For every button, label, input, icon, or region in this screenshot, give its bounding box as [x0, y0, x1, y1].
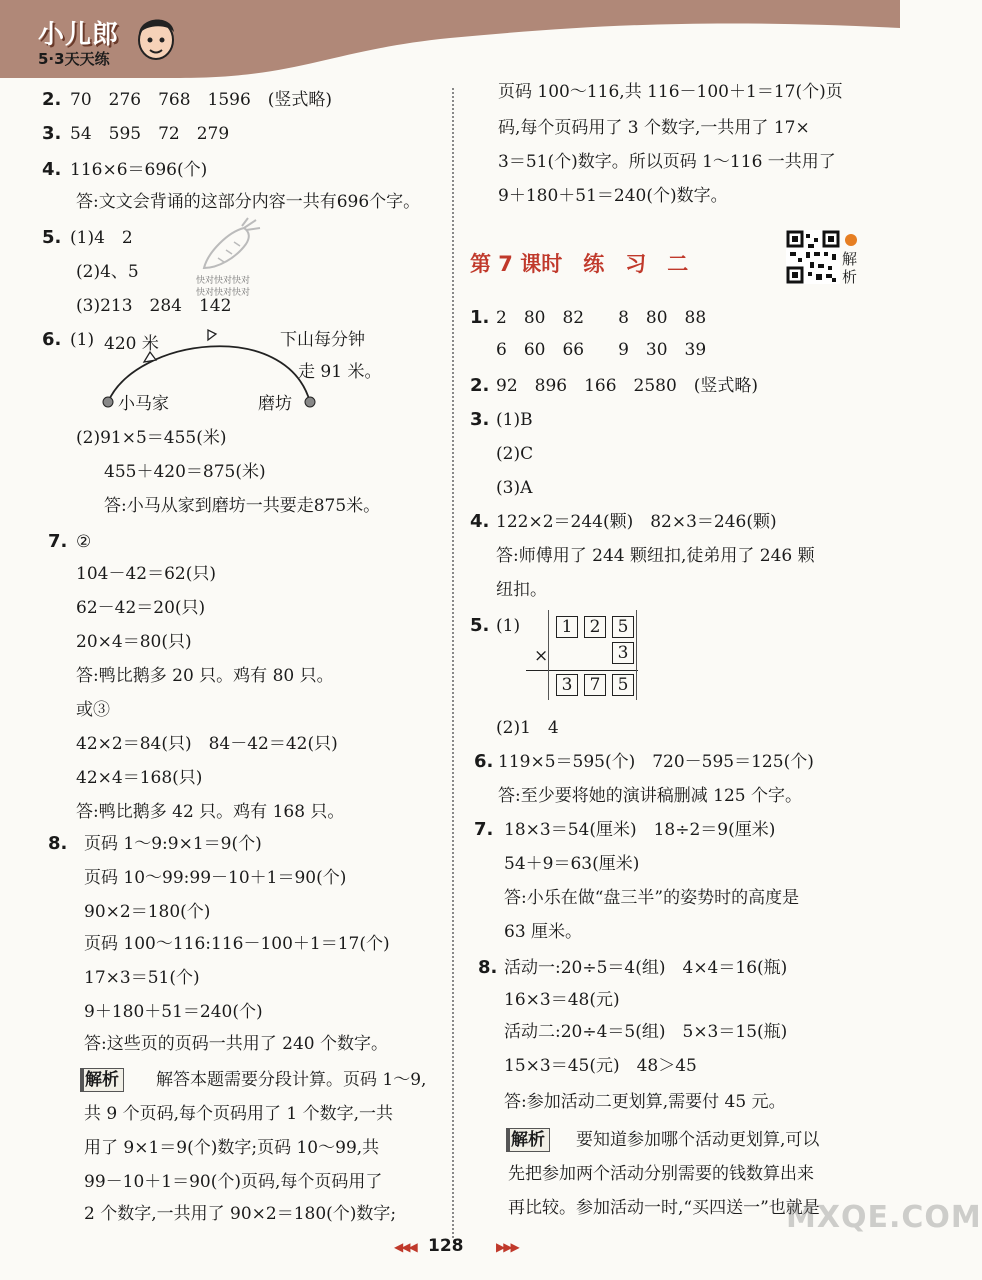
r-q8-line2: 16×3＝48(元) — [504, 990, 620, 1010]
logo-title: 小儿郎 — [38, 20, 120, 50]
digit-box: 3 — [612, 642, 634, 664]
r-q2-number: 2. — [470, 375, 490, 396]
r-q3-line3: (3)A — [496, 478, 533, 498]
r-q5-line1: (1) — [496, 616, 521, 636]
r-q7-number: 7. — [474, 819, 494, 840]
q5-line1: (1)4 2 — [70, 228, 133, 248]
r-q7-answer2: 63 厘米。 — [504, 922, 583, 942]
play-icon — [845, 234, 857, 246]
vertical-calc-line — [526, 670, 638, 671]
q2-text: 70 276 768 1596 (竖式略) — [70, 90, 333, 110]
q6-number: 6. — [42, 329, 62, 350]
cont-line1: 页码 100～116,共 116－100＋1＝17(个)页 — [498, 82, 843, 102]
digit-box: 3 — [556, 674, 578, 696]
q8-line4: 页码 100～116:116－100＋1＝17(个) — [84, 934, 390, 954]
r-q3-line2: (2)C — [496, 444, 534, 464]
analysis-left-line3: 用了 9×1＝9(个)数字;页码 10～99,共 — [84, 1138, 380, 1158]
cont-line2: 码,每个页码用了 3 个数字,一共用了 17× — [498, 118, 810, 138]
r-q4-answer2: 纽扣。 — [496, 580, 547, 600]
r-q1-line2: 6 60 66 9 30 39 — [496, 340, 707, 360]
next-arrows-icon: ▶▶▶ — [496, 1240, 518, 1254]
logo — [38, 14, 178, 74]
q7-line2: 104－42＝62(只) — [76, 564, 216, 584]
digit-box: 5 — [612, 674, 634, 696]
analysis-left-line1: 解答本题需要分段计算。页码 1～9, — [156, 1070, 427, 1090]
q4-number: 4. — [42, 159, 62, 180]
q8-line3: 90×2＝180(个) — [84, 902, 211, 922]
r-q1-number: 1. — [470, 307, 490, 328]
q5-number: 5. — [42, 227, 62, 248]
q7-line4: 20×4＝80(只) — [76, 632, 192, 652]
r-q6-line1: 119×5＝595(个) 720－595＝125(个) — [498, 752, 814, 772]
r-q8-line3: 活动二:20÷4＝5(组) 5×3＝15(瓶) — [504, 1022, 788, 1042]
r-q2-text: 92 896 166 2580 (竖式略) — [496, 376, 759, 396]
q7-line3: 62－42＝20(只) — [76, 598, 206, 618]
r-q8-answer: 答:参加活动二更划算,需要付 45 元。 — [504, 1092, 786, 1112]
q8-line2: 页码 10～99:99－10＋1＝90(个) — [84, 868, 347, 888]
lesson-title: 第 7 课时 练 习 二 — [470, 252, 689, 276]
r-q8-line1: 活动一:20÷5＝4(组) 4×4＝16(瓶) — [504, 958, 788, 978]
q5-line3: (3)213 284 142 — [76, 296, 232, 316]
analysis-right-line2: 先把参加两个活动分别需要的钱数算出来 — [508, 1164, 814, 1184]
r-q6-answer: 答:至少要将她的演讲稿删减 125 个字。 — [498, 786, 802, 806]
analysis-left-line2: 共 9 个页码,每个页码用了 1 个数字,一共 — [84, 1104, 394, 1124]
q6-line1: (1) — [70, 330, 95, 350]
digit-box: 5 — [612, 616, 634, 638]
cont-line4: 9＋180＋51＝240(个)数字。 — [498, 186, 728, 206]
q4-line1: 116×6＝696(个) — [70, 160, 208, 180]
fig-label-down1: 下山每分钟 — [280, 330, 365, 350]
r-q4-line1: 122×2＝244(颗) 82×3＝246(颗) — [496, 512, 777, 532]
q2-number: 2. — [42, 89, 62, 110]
analysis-tag-left: 解析 — [80, 1068, 124, 1092]
r-q8-number: 8. — [478, 957, 498, 978]
r-q7-line2: 54＋9＝63(厘米) — [504, 854, 640, 874]
fig-label-420: 420 米 — [104, 334, 159, 354]
r-q5-line2: (2)1 4 — [496, 718, 559, 738]
q7-line6: 或③ — [76, 700, 110, 720]
q8-line5: 17×3＝51(个) — [84, 968, 200, 988]
analysis-left-line5: 2 个数字,一共用了 90×2＝180(个)数字; — [84, 1204, 397, 1224]
qr-code-icon[interactable] — [786, 230, 840, 284]
q8-number: 8. — [48, 833, 68, 854]
page-number: 128 — [428, 1236, 464, 1256]
analysis-left-line4: 99－10＋1＝90(个)页码,每个页码用了 — [84, 1172, 383, 1192]
carrot-icon — [198, 218, 262, 274]
r-q7-line1: 18×3＝54(厘米) 18÷2＝9(厘米) — [504, 820, 776, 840]
r-q3-line1: (1)B — [496, 410, 533, 430]
q7-answer1: 答:鸭比鹅多 20 只。鸡有 80 只。 — [76, 666, 334, 686]
q3-text: 54 595 72 279 — [70, 124, 230, 144]
q8-line6: 9＋180＋51＝240(个) — [84, 1002, 263, 1022]
mascot-icon — [134, 10, 178, 66]
vertical-calc-guide — [548, 610, 549, 700]
r-q4-answer1: 答:师傅用了 244 颗纽扣,徒弟用了 246 颗 — [496, 546, 815, 566]
stamp-text-2: 快对快对快对 — [196, 288, 251, 298]
qr-label: 解析 — [842, 250, 858, 286]
q6-line2: (2)91×5＝455(米) — [76, 428, 227, 448]
times-sign: × — [534, 646, 549, 666]
q8-line1: 页码 1～9:9×1＝9(个) — [84, 834, 262, 854]
prev-arrows-icon: ◀◀◀ — [394, 1240, 416, 1254]
q6-answer: 答:小马从家到磨坊一共要走875米。 — [104, 496, 381, 516]
r-q3-number: 3. — [470, 409, 490, 430]
q4-answer: 答:文文会背诵的这部分内容一共有696个字。 — [76, 192, 421, 212]
analysis-right-line1: 要知道参加哪个活动更划算,可以 — [576, 1130, 820, 1150]
q8-answer: 答:这些页的页码一共用了 240 个数字。 — [84, 1034, 388, 1054]
analysis-right-line3: 再比较。参加活动一时,“买四送一”也就是 — [508, 1198, 820, 1218]
analysis-tag-right: 解析 — [506, 1128, 550, 1152]
digit-box: 1 — [556, 616, 578, 638]
q7-line1: ② — [76, 532, 92, 552]
digit-box: 2 — [584, 616, 606, 638]
watermark: MXQE.COM — [786, 1200, 982, 1235]
fig-label-down2: 走 91 米。 — [298, 362, 382, 382]
column-divider — [452, 88, 454, 1238]
digit-box: 7 — [584, 674, 606, 696]
q7-line8: 42×4＝168(只) — [76, 768, 203, 788]
fig-label-mill: 磨坊 — [258, 394, 292, 414]
r-q1-line1: 2 80 82 8 80 88 — [496, 308, 707, 328]
r-q4-number: 4. — [470, 511, 490, 532]
q6-line3: 455＋420＝875(米) — [104, 462, 266, 482]
r-q6-number: 6. — [474, 751, 494, 772]
logo-subtitle: 5·3天天练 — [38, 50, 110, 68]
fig-label-home: 小马家 — [118, 394, 169, 414]
stamp-text-1: 快对快对快对 — [196, 276, 251, 286]
q7-line7: 42×2＝84(只) 84－42＝42(只) — [76, 734, 338, 754]
r-q8-line4: 15×3＝45(元) 48＞45 — [504, 1056, 697, 1076]
r-q7-answer1: 答:小乐在做“盘三半”的姿势时的高度是 — [504, 888, 800, 908]
cont-line3: 3＝51(个)数字。所以页码 1～116 一共用了 — [498, 152, 836, 172]
vertical-calc-guide — [636, 610, 637, 700]
q3-number: 3. — [42, 123, 62, 144]
q7-answer2: 答:鸭比鹅多 42 只。鸡有 168 只。 — [76, 802, 345, 822]
q7-number: 7. — [48, 531, 68, 552]
r-q5-number: 5. — [470, 615, 490, 636]
q5-line2: (2)4、5 — [76, 262, 139, 282]
